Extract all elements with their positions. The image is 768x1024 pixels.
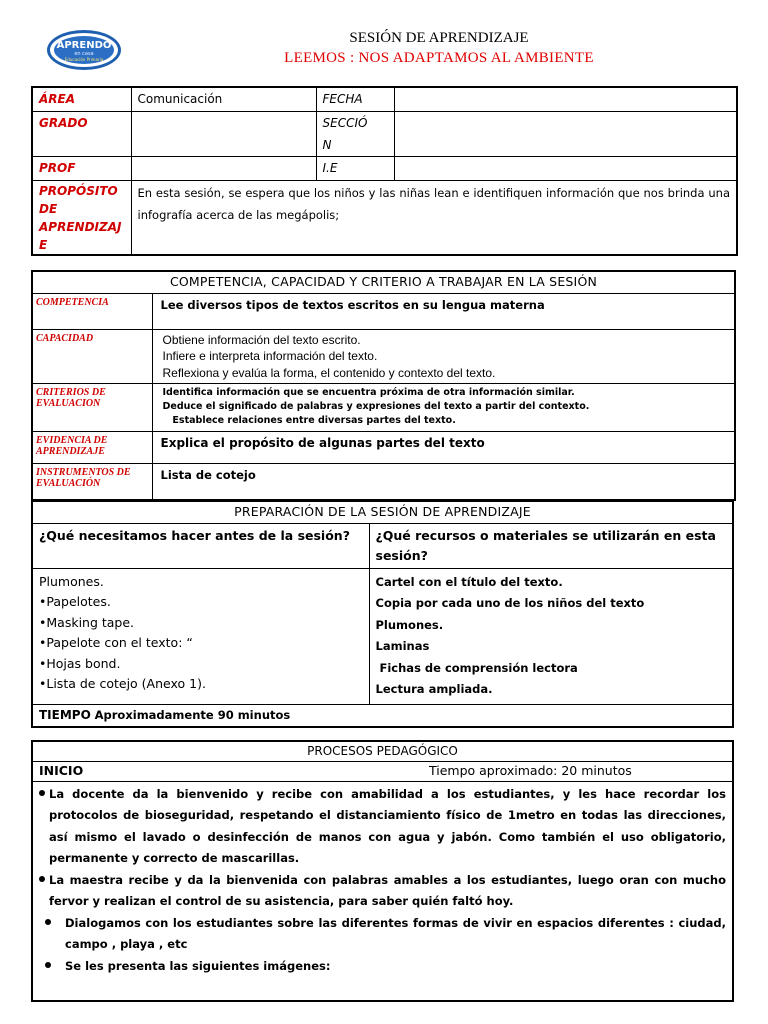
inicio-label: INICIO (39, 762, 84, 778)
logo-main-text: APRENDO (56, 40, 112, 51)
competencia-heading-row (32, 271, 735, 293)
list-item: Lectura ampliada. (375, 682, 493, 696)
bullet-icon (39, 876, 45, 882)
inicio-cell (32, 761, 733, 781)
capacidad-item: Reflexiona y evalúa la forma, el contenido y contexto del texto. (162, 365, 496, 380)
criterios-label-line1: CRITERIOS DE (36, 387, 106, 398)
criterios-label (32, 384, 152, 432)
proposito-label (32, 180, 131, 255)
tiempo-row (32, 704, 733, 727)
evidencia-row (32, 432, 735, 464)
list-item: •Hojas bond. (39, 655, 121, 671)
competencia-table (31, 270, 736, 501)
criterios-label-line2: EVALUACION (36, 398, 101, 409)
instrumentos-label-line1: INSTRUMENTOS DE (36, 467, 131, 478)
tiempo-cell (32, 704, 733, 727)
preparacion-heading: PREPARACIÓN DE LA SESIÓN DE APRENDIZAJE (32, 501, 733, 523)
list-item (39, 956, 726, 978)
list-item: Fichas de comprensión lectora (375, 660, 578, 675)
procesos-heading-row (32, 741, 733, 761)
list-item: •Papelote con el texto: “ (39, 635, 193, 650)
tiempo-value: Aproximadamente 90 minutos (94, 707, 291, 722)
fecha-value[interactable] (394, 87, 737, 111)
grado-label: GRADO (32, 111, 131, 156)
inicio-time: Tiempo aproximado: 20 minutos (429, 762, 632, 778)
capacidad-item: Infiere e interpreta información del texto. (162, 349, 378, 363)
criterio-item: Deduce el significado de palabras y expresiones del texto a partir del contexto. (162, 401, 590, 412)
instrumentos-row (32, 464, 735, 500)
instrumentos-text: Lista de cotejo (152, 464, 735, 500)
competencia-text: Lee diversos tipos de textos escritos en su lengua materna (152, 293, 735, 329)
bullet-icon (39, 790, 45, 796)
grado-value[interactable] (131, 111, 316, 156)
capacidad-item: Obtiene información del texto escrito. (162, 332, 361, 347)
logo-sub2-text: Educación Primaria (64, 57, 104, 62)
preparacion-items-row (32, 568, 733, 704)
competencia-label: COMPETENCIA (32, 293, 152, 329)
seccion-value[interactable] (394, 111, 737, 156)
evidencia-text: Explica el propósito de algunas partes del texto (152, 432, 735, 464)
seccion-label-line1: SECCIÓ (322, 115, 368, 130)
competencia-row (32, 293, 735, 329)
info-row-proposito (32, 180, 737, 255)
bullet-text: Dialogamos con los estudiantes sobre las diferentes formas de vivir en espacios diferentes : ciudad, campo , playa , etc (65, 915, 726, 951)
criterios-row (32, 384, 735, 432)
document-title: SESIÓN DE APRENDIZAJE (349, 30, 529, 46)
preparacion-heading-row (32, 501, 733, 523)
bullet-text: Se les presenta las siguientes imágenes: (65, 958, 331, 973)
bullet-icon (45, 962, 51, 968)
list-item: Plumones. (375, 617, 444, 632)
instrumentos-label (32, 464, 152, 500)
seccion-label-line2: N (322, 137, 332, 152)
criterio-item: Establece relaciones entre diversas partes del texto. (162, 415, 456, 426)
ie-value[interactable] (394, 156, 737, 180)
question-before-session: ¿Qué necesitamos hacer antes de la sesión? (32, 523, 369, 568)
capacidad-row (32, 329, 735, 384)
list-item: Plumones. (39, 573, 104, 589)
evidencia-label (32, 432, 152, 464)
ie-label: I.E (316, 156, 394, 180)
evidencia-label-line2: APRENDIZAJE (36, 446, 105, 457)
list-item: •Lista de cotejo (Anexo 1). (39, 676, 206, 691)
proposito-label-line4: E (39, 237, 48, 252)
list-item: •Papelotes. (39, 594, 111, 609)
inicio-row (32, 761, 733, 781)
before-session-list (32, 568, 369, 704)
tiempo-label: TIEMPO (39, 707, 91, 722)
list-item (39, 913, 726, 956)
preparacion-questions-row (32, 523, 733, 568)
info-row-grado (32, 111, 737, 156)
info-row-area (32, 87, 737, 111)
proposito-label-line1: PROPÓSITO (39, 183, 118, 198)
criterio-item: Identifica información que se encuentra próxima de otra información similar. (162, 387, 575, 398)
list-item (39, 870, 726, 913)
bullet-icon (45, 919, 51, 925)
evidencia-label-line1: EVIDENCIA DE (36, 435, 108, 446)
info-table (31, 86, 738, 256)
bullet-text: La docente da la bienvenido y recibe con amabilidad a los estudiantes, y les hace recordar los protocolos de bioseguridad, respetando el distanciamiento físico de 1metro en todas las direcciones, así mismo el lavado o desinfección de manos con agua y jabón. Como también el uso obligatorio, permanente y correcto de mascarillas. (49, 786, 726, 865)
seccion-label (316, 111, 394, 156)
criterios-list (152, 384, 735, 432)
info-row-prof (32, 156, 737, 180)
area-value: Comunicación (131, 87, 316, 111)
capacidad-list (152, 329, 735, 384)
proposito-text: En esta sesión, se espera que los niños y las niñas lean e identifiquen información que nos brinda una infografía acerca de las megápolis; (131, 180, 737, 255)
list-item: Cartel con el título del texto. (375, 574, 563, 589)
proposito-label-line2: DE (39, 201, 58, 216)
question-materials: ¿Qué recursos o materiales se utilizarán en esta sesión? (369, 523, 733, 568)
prof-label: PROF (32, 156, 131, 180)
inicio-body-row (32, 781, 733, 1001)
inicio-body (32, 781, 733, 1001)
competencia-heading: COMPETENCIA, CAPACIDAD Y CRITERIO A TRABAJAR EN LA SESIÓN (32, 271, 735, 293)
capacidad-label: CAPACIDAD (32, 329, 152, 384)
instrumentos-label-line2: EVALUACIÓN (36, 478, 101, 489)
document-subtitle: LEEMOS : NOS ADAPTAMOS AL AMBIENTE (284, 50, 594, 66)
list-item: •Masking tape. (39, 614, 135, 630)
proposito-label-line3: APRENDIZAJ (39, 219, 122, 234)
preparacion-table (31, 500, 734, 728)
procesos-table (31, 740, 734, 1002)
list-item (39, 784, 726, 870)
logo-sub-text: en casa (74, 51, 94, 57)
fecha-label: FECHA (316, 87, 394, 111)
procesos-heading: PROCESOS PEDAGÓGICO (32, 741, 733, 761)
materials-list (369, 568, 733, 704)
area-label: ÁREA (32, 87, 131, 111)
list-item: Copia por cada uno de los niños del texto (375, 596, 645, 610)
bullet-text: La maestra recibe y da la bienvenida con palabras amables a los estudiantes, luego oran con mucho fervor y realizan el control de su asistencia, para saber quién faltó hoy. (49, 872, 726, 908)
prof-value[interactable] (131, 156, 316, 180)
list-item: Laminas (375, 639, 430, 653)
